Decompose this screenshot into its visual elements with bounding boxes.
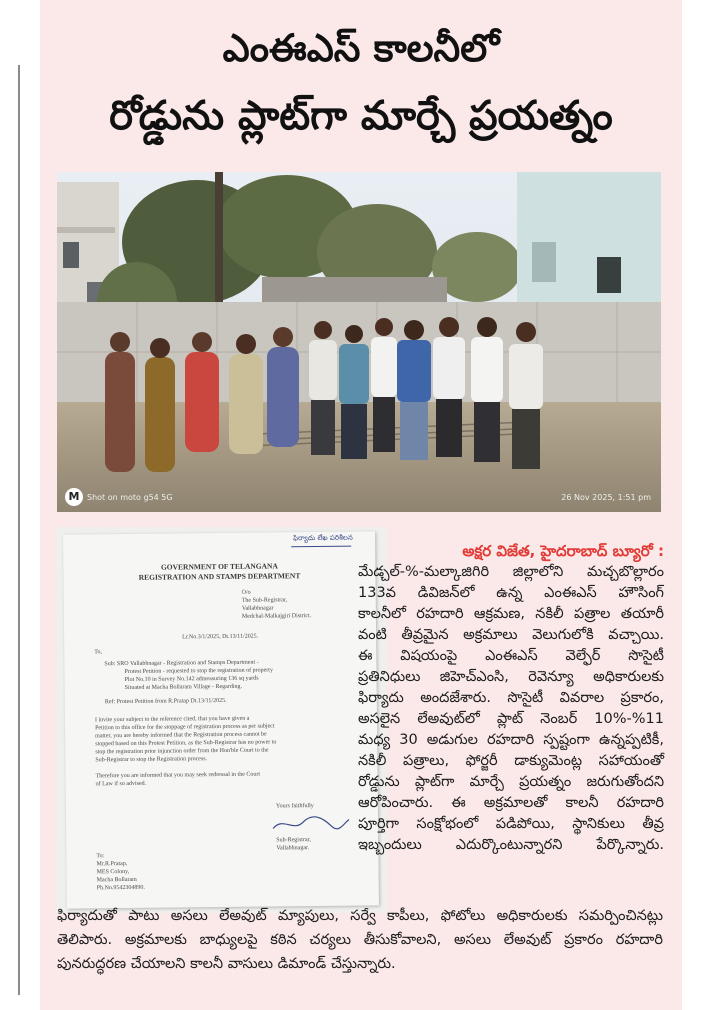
letter-office-line: Medchal-Malkajgiri District. [241, 613, 312, 620]
group-photo-illustration [57, 172, 661, 512]
article-line: కాలనీలో రహదారి ఆక్రమణ, నకిలీ పత్రాల తయారీ [358, 606, 664, 622]
news-clipping [40, 0, 682, 1010]
letter-reference-line: Ref: Protest Petition from R.Pratap Dt.13/11/2025. [104, 697, 227, 706]
letter-subject-line: Situated at Macha Bollaram Village - Regarding. [124, 683, 243, 692]
letter-ref-number: Lr.No.3/1/2025, Dt.13/11/2025. [182, 633, 259, 641]
letter-address-line: To: [96, 853, 105, 860]
letter-body-line: I invite your subject to the reference cited, that you have given a [94, 715, 250, 724]
headline-line-1: ఎంఈఎస్ కాలనీలో [222, 26, 500, 70]
letter-office-line: The Sub-Registrar, [241, 597, 288, 604]
headline-line-2: రోడ్డును ప్లాట్‌గా మార్చే ప్రయత్నం [109, 93, 613, 139]
letter-body-line: of Law if so advised. [95, 780, 147, 788]
article-line: పునరుద్ధరణ చేయాలని కాలనీ వాసులు డిమాండ్ చేస్తున్నారు. [57, 956, 396, 972]
letter-scan [57, 527, 387, 913]
note-underline [291, 546, 351, 548]
letter-body-line: Sub-Registrar to stop the Registration process. [95, 756, 208, 764]
letter-body-line: stopped based on this Protest Petition, as the Sub-Registrar has no power to [95, 739, 277, 748]
letter-address-line: Macha Bollaram [96, 876, 137, 884]
camera-stamp: Shot on moto g54 5G [87, 493, 173, 502]
letter-address-line: Ph.No.9542304890. [96, 884, 145, 892]
article-line: మేడ్చల్‌-%-మల్కాజిగిరి జిల్లాలోని మచ్చబొల్లారం [358, 564, 664, 580]
letter-office-line: O/o [241, 589, 251, 596]
letter-dept-line-2: REGISTRATION AND STAMPS DEPARTMENT [138, 571, 301, 582]
article-line: వంటి తీవ్రమైన అక్రమాలు వెలుగులోకి వచ్చాయి. [358, 627, 664, 643]
article-line: ఈ విషయంపై ఎంఈఎస్ వెల్ఫేర్ సొసైటీ [358, 648, 664, 664]
letter-closing: Yours faithfully [275, 803, 314, 810]
letter-subject-line: Plot No.10 in Survey No.142 admeasuring 136 sq yards [124, 675, 259, 684]
article-line: తెలిపారు. అక్రమాలకు బాధ్యులపై కఠిన చర్యలు తీసుకోవాలని, అసలు లేఅవుట్ ప్రకారం రహదారి [57, 932, 663, 948]
letter-office-line: Vallabhnagar [241, 605, 274, 612]
camera-brand-icon: M [65, 488, 83, 506]
letter-address-line: Mr.R.Pratap, [96, 860, 128, 868]
article-line: ప్రతినిధులు జిహెచ్‌ఎంసి, రెవెన్యూ అధికారులకు [358, 669, 664, 685]
article-line: ఫిర్యాదుతో పాటు అసలు లేఅవుట్ మ్యాపులు, సర్వే కాపీలు, ఫోటోలు అధికారులకు సమర్పించినట్లు [57, 908, 663, 924]
letter-body-line: matter, you are hereby informed that the Registration process cannot be [95, 731, 267, 740]
article-line: ఆరోపించారు. ఈ అక్రమాలతో కాలనీ రహదారి [358, 795, 664, 811]
article-line: రోడ్డును ప్లాట్‌గా మార్చే ప్రయత్నం జరుగుతోందని [358, 774, 664, 790]
letter-to-label: To, [94, 649, 103, 656]
article-line: మధ్య 30 అడుగుల రహదారి స్పష్టంగా ఉన్నప్పటికీ, [358, 732, 664, 748]
article-line: పూర్తిగా సంక్షోభంలో పడిపోయి, స్థానికులు తీవ్ర [358, 816, 664, 832]
letter-body-line: Therefore you are informed that you may seek redressal in the Court [95, 771, 261, 780]
letter-paper [63, 531, 379, 908]
letter-subject-line: Sub: SRO Vallabhnagar - Registration and Stamps Department - [104, 659, 259, 668]
letter-address-line: MES Colony, [96, 868, 130, 876]
letter-body-line: Petition to this office for the stoppage of registration process as per subject [95, 723, 275, 732]
letter-handwritten-note: ఫిర్యాదు లేఖ పరిశీలన [293, 533, 353, 543]
letter-subject-line: Protest Petition - requested to stop the registration of property [124, 667, 273, 676]
letter-dept-line-1: GOVERNMENT OF TELANGANA [160, 561, 278, 572]
article-line: ఫిర్యాదు అందజేశారు. సొసైటీ వివరాల ప్రకారం, [358, 690, 664, 706]
letter-signature-line: Sub-Registrar, [276, 837, 311, 844]
letter-body-line: stop the registration prior injunction order from the Hon'ble Court to the [95, 747, 269, 756]
article-line: నకిలీ పత్రాలు, ఫోర్జరీ డాక్యుమెంట్ల సహాయంతో [358, 753, 664, 769]
article-line: ఇబ్బందులు ఎదుర్కొంటున్నారని పేర్కొన్నారు. [358, 837, 664, 853]
article-byline: అక్షర విజేత, హైదరాబాద్ బ్యూరో : [462, 542, 664, 560]
news-photo [57, 172, 661, 512]
photo-timestamp: 26 Nov 2025, 1:51 pm [561, 493, 651, 502]
article-line: 133వ డివిజన్‌లో ఉన్న ఎంఈఎస్ హౌసింగ్ [358, 585, 664, 601]
letter-signature-line: Vallabhnagar. [276, 845, 310, 852]
article-line: అసలైన లేఅవుట్‌లో ప్లాట్ నెంబర్ 10%-%11 [358, 711, 664, 727]
signature-mark [271, 814, 351, 835]
page-margin-rule [18, 65, 20, 995]
